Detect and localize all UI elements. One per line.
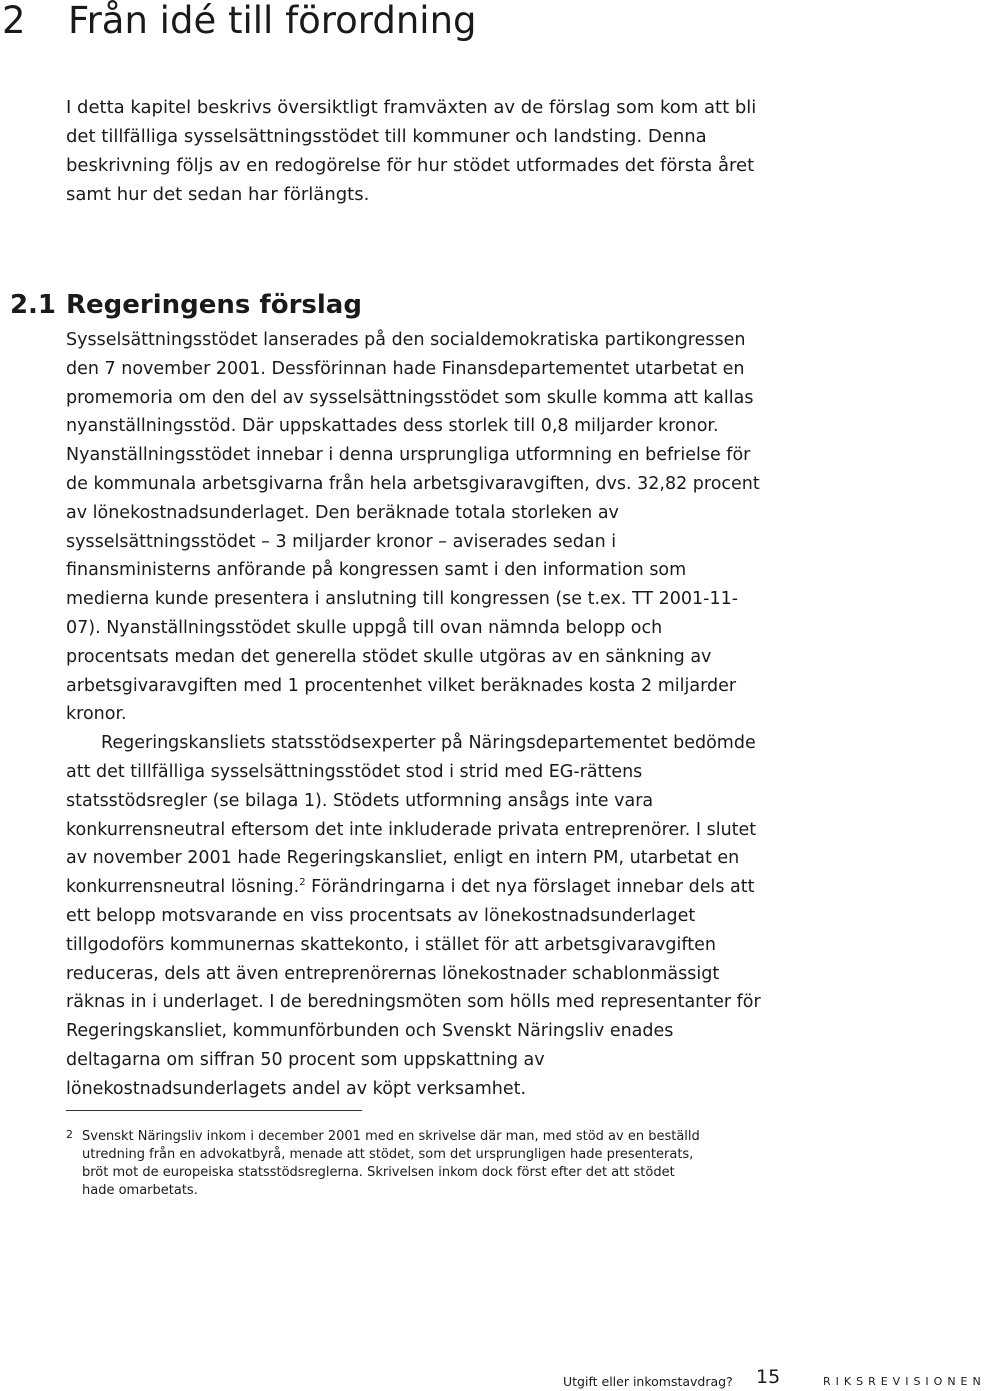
section-heading xyxy=(0,287,362,323)
footnote-text: Svenskt Näringsliv inkom i december 2001 med en skrivelse där man, med stöd av en beställd utredning från en advokatbyrå, menade att stödet, som det ursprungligen hade presenterats, bröt mot de europeiska statsstödsreglerna. Skrivelsen inkom dock först efter det att stödet hade omarbetats. xyxy=(82,1129,700,1198)
body-paragraph-1: Sysselsättningsstödet lanserades på den socialdemokratiska partikongressen den 7 november 2001. Dessförinnan hade Finansdepartementet utarbetat en promemoria om den del av sysselsättningsstödet som skulle komma att kallas nyanställningsstöd. Där uppskattades dess storlek till 0,8 miljarder kronor. Nyanställningsstödet innebar i denna ursprungliga utformning en befrielse för de kommunala arbetsgivarna från hela arbetsgivaravgiften, dvs. 32,82 procent av lönekostnadsunderlaget. Den beräknade totala storleken av sysselsättningsstödet – 3 miljarder kronor – aviserades sedan i finansministerns anförande på kongressen samt i den information som medierna kunde presentera i anslutning till kongressen (se t.ex. TT 2001-11-07). Nyanställningsstödet skulle uppgå till ovan nämnda belopp och procentsats medan det generella stödet skulle utgöras av en sänkning av arbetsgivaravgiften med 1 procentenhet vilket beräknades kosta 2 miljarder kronor. xyxy=(66,330,760,725)
section-number: 2.1 xyxy=(9,290,56,320)
body-paragraph-2-start: Regeringskansliets statsstödsexperter på Näringsdepartementet bedömde att det tillfälliga sysselsättningsstödet stod i strid med EG-rättens statsstödsregler (se bilaga 1). Stödets utformning ansågs inte vara konkurrensneutral eftersom det inte inkluderade privata entreprenörer. I slutet av november 2001 hade Regeringskansliet, enligt en intern PM, utarbetat en konkurrensneutral lösning. xyxy=(66,733,757,898)
footnote-number: 2 xyxy=(66,1128,73,1141)
footnote-reference[interactable]: 2 xyxy=(299,877,306,889)
chapter-heading xyxy=(0,0,477,42)
chapter-number: 2 xyxy=(2,0,26,42)
chapter-title: Från idé till förordning xyxy=(68,0,477,42)
page-number: 15 xyxy=(756,1366,781,1388)
section-body xyxy=(66,326,762,1104)
chapter-intro: I detta kapitel beskrivs översiktligt framväxten av de förslag som kom att bli det tillfälliga sysselsättningsstödet till kommuner och landsting. Denna beskrivning följs av en redogörelse för hur stödet utformades det första året samt hur det sedan har förlängts. xyxy=(66,97,757,205)
footnote-divider xyxy=(66,1110,362,1111)
body-paragraph-2-end: Förändringarna i det nya förslaget innebar dels att ett belopp motsvarande en viss procentsats av lönekostnadsunderlaget tillgodoförs kommunernas skattekonto, i stället för att arbetsgivaravgiften reduceras, dels att även entreprenörernas lönekostnader schablonmässigt räknas in i underlaget. I de beredningsmöten som hölls med representanter för Regeringskansliet, kommunförbunden och Svenskt Näringsliv enades deltagarna om siffran 50 procent som uppskattning av lönekostnadsunderlagets andel av köpt verksamhet. xyxy=(66,877,761,1099)
body-paragraph-2 xyxy=(66,729,762,1103)
section-title: Regeringens förslag xyxy=(66,290,362,320)
page-footer xyxy=(0,1366,986,1391)
publisher-logo: RIKSREVISIONEN xyxy=(823,1375,986,1388)
footnote xyxy=(66,1128,706,1200)
running-title: Utgift eller inkomstavdrag? xyxy=(563,1374,733,1389)
